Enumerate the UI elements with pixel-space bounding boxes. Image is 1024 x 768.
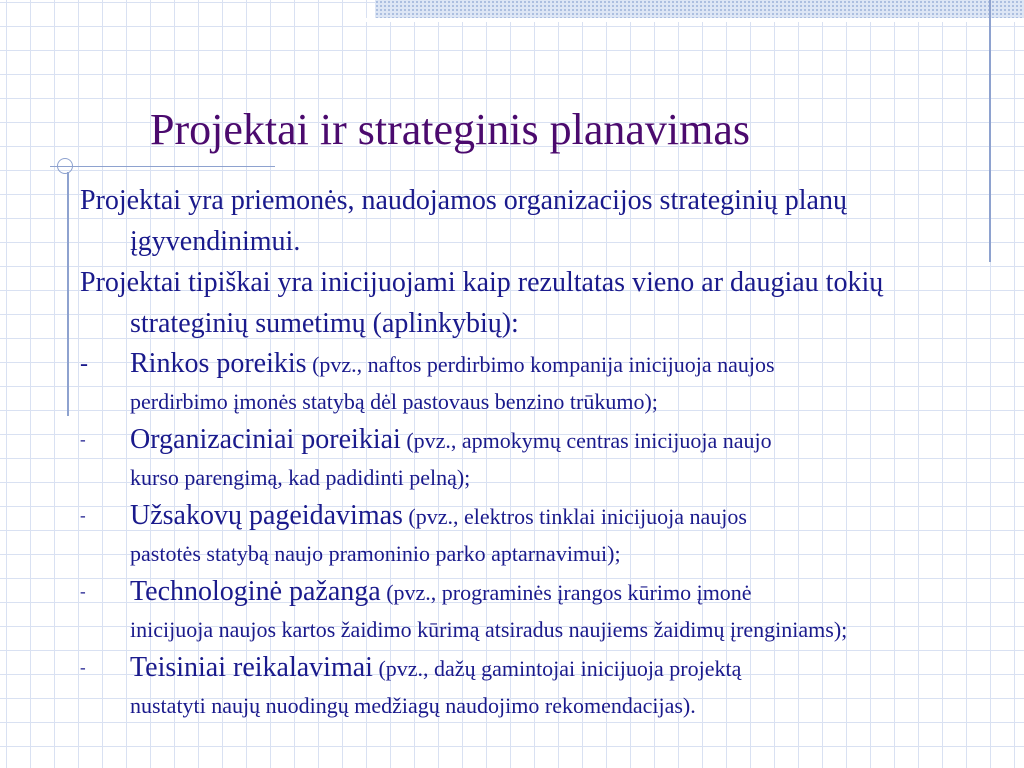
- item-description: (pvz., programinės įrangos kūrimo įmonė: [380, 580, 752, 605]
- item-description-cont: inicijuoja naujos kartos žaidimo kūrimą atsiradus naujiems žaidimų įrenginiams);: [130, 617, 848, 642]
- item-description-cont: perdirbimo įmonės statybą dėl pastovaus benzino trūkumo);: [130, 389, 658, 414]
- item-heading: Rinkos poreikis: [130, 348, 307, 379]
- item-heading: Užsakovų pageidavimas: [130, 500, 403, 531]
- list-item-rinkos-poreikis: [80, 344, 1000, 420]
- item-description-cont: kurso parengimą, kad padidinti pelną);: [130, 465, 471, 490]
- list-item-teisiniai-reikalavimai: [80, 648, 1000, 724]
- title-underline: [50, 166, 275, 167]
- item-heading: Organizaciniai poreikiai: [130, 424, 401, 455]
- bullet-dash: -: [80, 430, 86, 449]
- item-description: (pvz., dažų gamintojai inicijuoja projektą: [372, 656, 742, 681]
- list-item-uzsakovu-pageidavimas: [80, 496, 1000, 572]
- paragraph-2: Projektai tipiškai yra inicijuojami kaip rezultatas vieno ar daugiau tokių strateginių sumetimų (aplinkybių):: [80, 267, 884, 339]
- circle-ornament-icon: [57, 158, 73, 174]
- bullet-dash: -: [80, 582, 86, 601]
- item-heading: Technologinė pažanga: [130, 576, 381, 607]
- item-description-cont: pastotės statybą naujo pramoninio parko aptarnavimui);: [130, 541, 621, 566]
- top-decorative-band: [375, 0, 1024, 18]
- bullet-dash: -: [80, 658, 86, 677]
- slide-title: Projektai ir strateginis planavimas: [150, 105, 750, 154]
- item-description: (pvz., apmokymų centras inicijuoja naujo: [400, 428, 772, 453]
- list-item-technologine-pazanga: [80, 572, 1000, 648]
- left-decorative-line: [67, 172, 69, 416]
- item-description: (pvz., naftos perdirbimo kompanija inicijuoja naujos: [306, 352, 775, 377]
- list-item-organizaciniai-poreikiai: [80, 420, 1000, 496]
- paragraph-1: Projektai yra priemonės, naudojamos organizacijos strateginių planų įgyvendinimui.: [80, 185, 847, 257]
- item-heading: Teisiniai reikalavimai: [130, 652, 373, 683]
- top-band-separator: [360, 18, 1024, 22]
- bullet-dash: -: [80, 351, 88, 377]
- slide-body: [80, 180, 1000, 724]
- item-description-cont: nustatyti naujų nuodingų medžiagų naudojimo rekomendacijas).: [130, 693, 696, 718]
- bullet-dash: -: [80, 506, 86, 525]
- item-description: (pvz., elektros tinklai inicijuoja naujos: [402, 504, 747, 529]
